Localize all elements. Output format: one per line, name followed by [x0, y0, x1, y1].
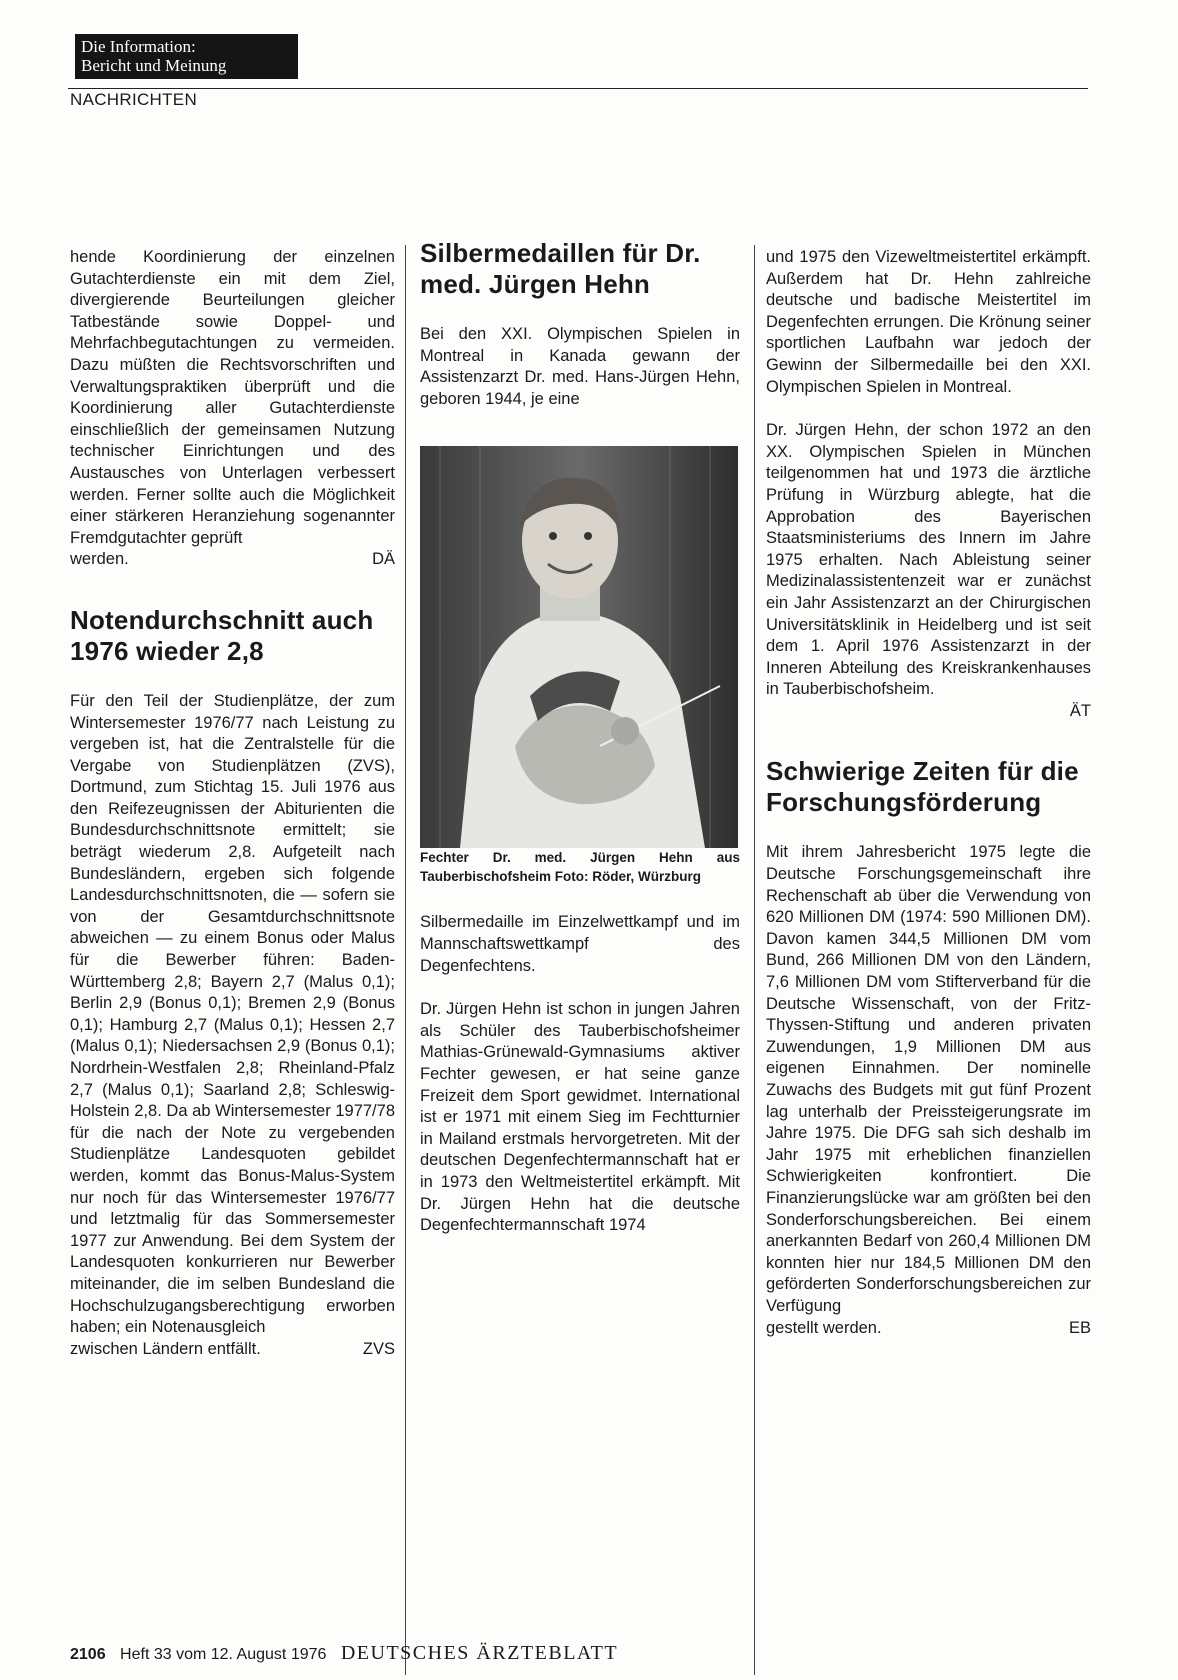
- magazine-name: DEUTSCHES ÄRZTEBLATT: [340, 1642, 619, 1664]
- article-body-forschung: Mit ihrem Jahresbericht 1975 legte die Deutsche Forschungsgemeinschaft ihre Rechenschaft ab über die Verwendung von 620 Millionen DM (1974: 590 Millionen DM). Davon kamen 344,5 Millionen DM vom Bund, 266 Millionen DM von den Ländern, 7,6 Millionen DM vom Stifterverband für die Deutsche Wissenschaft, von der Fritz-Thyssen-Stiftung und anderen privaten Zuwendungen, 1,9 Millionen DM aus eigenen Einnahmen. Der nominelle Zuwachs des Budgets mit gut fünf Prozent lag unterhalb der Preissteigerungsrate im Jahre 1975. Die DFG sah sich deshalb im Jahr 1975 mit erheblichen finanziellen Schwierigkeiten konfrontiert. Die Finanzierungslücke war am größten bei den Sonderforschungsbereichen. Bei einem anerkannten Bedarf von 260,4 Millionen DM konnten hier nur 184,5 Millionen DM den geförderten Sonderforschungsbereichen zur Verfügung: [766, 843, 1091, 1315]
- forschung-closing-line: [766, 1318, 1091, 1340]
- article-body-notendurchschnitt: Für den Teil der Studienplätze, der zum Wintersemester 1976/77 nach Leistung zu vergeben ist, hat die Zentralstelle für die Vergabe von Studienplätzen (ZVS), Dortmund, zum Stichtag 15. Juli 1976 aus den Reifezeugnissen der Abiturienten die Bundesdurchschnittsnote ermittelt; sie beträgt wiederum 2,8. Aufgeteilt nach Bundesländern, ergeben sich folgende Landesdurchschnittsnoten, die — sofern sie von der Gesamtdurchschnittsnote abweichen — zu einem Bonus oder Malus für die Bewerber führen: Baden-Württemberg 2,8; Bayern 2,7 (Malus 0,1); Berlin 2,9 (Bonus 0,1); Bremen 2,9 (Bonus 0,1); Hamburg 2,7 (Malus 0,1); Hessen 2,7 (Malus 0,1); Niedersachsen 2,9 (Bonus 0,1); Nordrhein-Westfalen 2,8; Rheinland-Pfalz 2,7 (Malus 0,1); Saarland 2,8; Schleswig-Holstein 2,8. Da ab Wintersemester 1977/78 für die nach der Note zu vergebenden Studienplätze Landesquoten gebildet werden, kommt das Bonus-Malus-System nur noch für das Wintersemester 1976/77 und letztmalig für das Sommersemester 1977 zur Anwendung. Bei dem System der Landesquoten konkurrieren nur Bewerber miteinander, die im selben Bundesland die Hochschulzugangsberechtigung erworben haben; ein Notenausgleich: [70, 691, 395, 1337]
- education-closing-line: [766, 701, 1091, 723]
- column-3: [766, 247, 1091, 1339]
- section-title: NACHRICHTEN: [70, 90, 198, 109]
- article-last-words: zwischen Ländern entfällt.: [70, 1339, 261, 1358]
- article-headline-forschung: Schwierige Zeiten für die Forschungsförderung: [766, 756, 1079, 818]
- column-2: [420, 238, 740, 1237]
- fencer-photo: [420, 446, 738, 848]
- header-rule: [68, 88, 1088, 89]
- issue-info: Heft 33 vom 12. August 1976: [120, 1646, 327, 1663]
- rubric-line-1: Die Information:: [81, 37, 196, 56]
- article-headline-notendurchschnitt: Notendurchschnitt auch 1976 wieder 2,8: [70, 604, 374, 666]
- page-number: 2106: [70, 1646, 106, 1663]
- education-signature: ÄT: [1069, 701, 1091, 720]
- fencer-photo-illustration: [420, 446, 738, 848]
- article-headline-silbermedaillen: Silbermedaillen für Dr. med. Jürgen Hehn: [420, 238, 701, 299]
- article-paragraph-career: Dr. Jürgen Hehn ist schon in jungen Jahren als Schüler des Tauberbischofsheimer Mathias-Grünewald-Gymnasiums aktiver Fechter gewesen, er hat seine ganze Freizeit dem Sport gewidmet. International ist er 1971 mit einem Sieg im Fechtturnier in Mailand erstmals hervorgetreten. Mit der deutschen Degenfechtermannschaft hat er in 1973 den Weltmeistertitel erkämpft. Mit Dr. Jürgen Hehn hat die deutsche Degenfechtermannschaft 1974: [420, 1000, 740, 1235]
- article-lead-silbermedaillen: Bei den XXI. Olympischen Spielen in Montreal in Kanada gewann der Assistenzarzt Dr. med. Hans-Jürgen Hehn, geboren 1944, je eine: [420, 325, 740, 408]
- intro-last-words: werden.: [70, 550, 129, 569]
- photo-caption: Fechter Dr. med. Jürgen Hehn aus Tauberbischofsheim Foto: Röder, Würzburg: [420, 850, 740, 885]
- rubric-line-2: Bericht und Meinung: [81, 56, 227, 75]
- intro-paragraph: hende Koordinierung der einzelnen Gutachterdienste ein mit dem Ziel, divergierende Beurteilungen gleicher Tatbestände sowie Doppel- und Mehrfachbegutachtungen zu vermeiden. Dazu müßten die Rechtsvorschriften und Verwaltungspraktiken überprüft und die Koordinierung aller Gutachterdienste einschließlich der gemeinsamen Nutzung technischer Einrichtungen und des Austausches von Unterlagen verbessert werden. Ferner sollte auch die Möglichkeit einer stärkeren Heranziehung sogenannter Fremdgutachter geprüft: [70, 248, 395, 547]
- article-paragraph-education: Dr. Jürgen Hehn, der schon 1972 an den XX. Olympischen Spielen in München teilgenommen hat und 1973 die ärztliche Prüfung in Würzburg ablegte, hat die Approbation des Bayerischen Staatsministeriums des Innern im Jahre 1975 erhalten. Nach Ableistung seiner Medizinalassistentenzeit war er zunächst ein Jahr Assistenzarzt an der Chirurgischen Universitätsklinik in Heidelberg und ist seit dem 1. April 1976 Assistenzarzt in der Inneren Abteilung des Kreiskrankenhauses in Tauberbischofsheim.: [766, 421, 1091, 699]
- column-1: [70, 247, 395, 1360]
- article-paragraph-titles: und 1975 den Vizeweltmeistertitel erkämpft. Außerdem hat Dr. Hehn zahlreiche deutsche und badische Meistertitel im Degenfechten errungen. Die Krönung seiner sportlichen Laufbahn war jedoch der Gewinn der Silbermedaille bei den XXI. Olympischen Spielen in Montreal.: [766, 248, 1091, 396]
- forschung-signature: EB: [1068, 1318, 1091, 1337]
- article-signature: ZVS: [362, 1339, 395, 1358]
- page-footer: [70, 1642, 618, 1665]
- column-divider-2: [754, 245, 755, 1675]
- forschung-last-words: gestellt werden.: [766, 1318, 882, 1337]
- article-closing-line: [70, 1339, 395, 1361]
- column-divider-1: [405, 245, 406, 1675]
- article-paragraph-medal: Silbermedaille im Einzelwettkampf und im Mannschaftswettkampf des Degenfechtens.: [420, 913, 740, 975]
- intro-signature: DÄ: [372, 550, 395, 569]
- rubric-tag: [75, 34, 298, 79]
- intro-closing-line: [70, 549, 395, 571]
